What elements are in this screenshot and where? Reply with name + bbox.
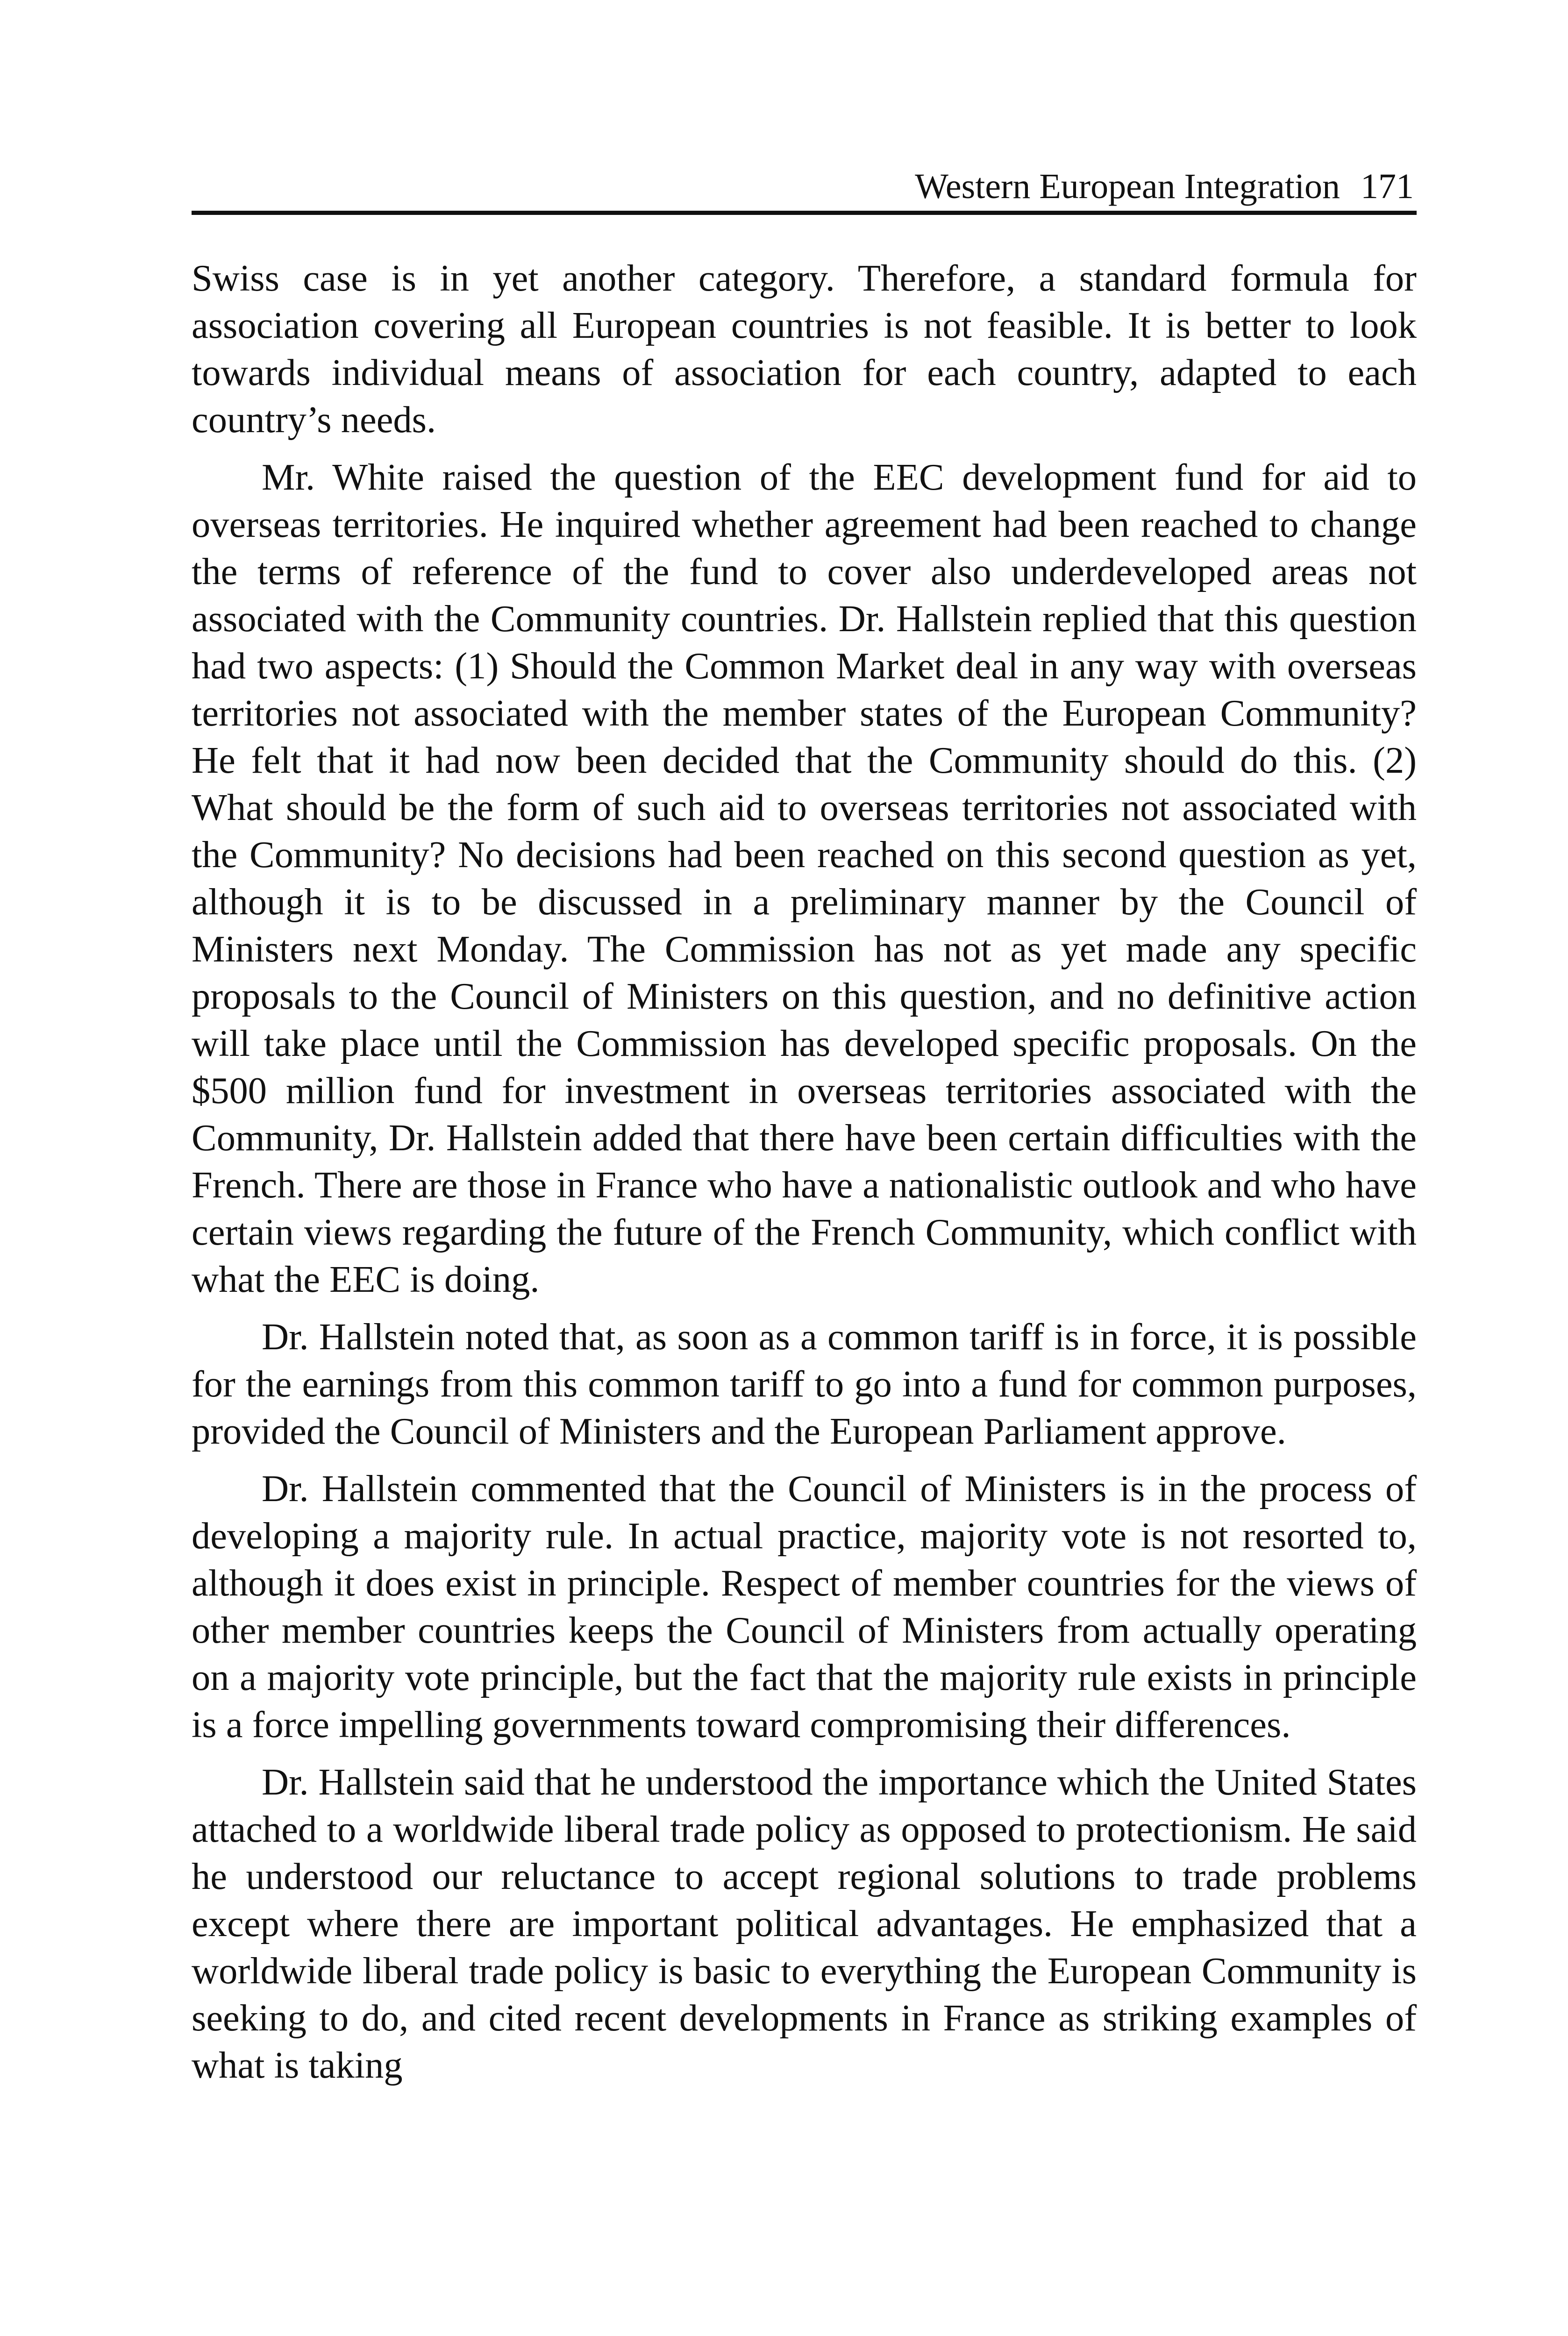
paragraph-liberal-trade-policy: Dr. Hallstein said that he understood the importance which the United States attached to a worldwide liberal trade policy as opposed to protectionism. He said he understood our reluctance to accept regional solutions to trade problems except where there are important political advantages. He emphasized that a worldwide liberal trade policy is basic to everything the European Community is seeking to do, and cited recent developments in France as striking examples of what is taking <box>192 1761 1417 2086</box>
paragraph-swiss-case: Swiss case is in yet another category. Therefore, a standard formula for association covering all European countries is not feasible. It is better to look towards individual means of association for each country, adapted to each country’s needs. <box>192 257 1417 441</box>
paragraph-common-tariff: Dr. Hallstein noted that, as soon as a common tariff is in force, it is possible for the earnings from this common tariff to go into a fund for common purposes, provided the Council of Ministers and the European Parliament approve. <box>192 1316 1417 1452</box>
running-title: Western European Integration <box>915 167 1340 206</box>
body-text <box>192 255 1417 2099</box>
paragraph-eec-development-fund: Mr. White raised the question of the EEC development fund for aid to overseas territories. He inquired whether agreement had been reached to change the terms of reference of the fund to cover also underdeveloped areas not associated with the Community countries. Dr. Hallstein replied that this question had two aspects: (1) Should the Common Market deal in any way with overseas territories not associated with the member states of the European Community? He felt that it had now been decided that the Community should do this. (2) What should be the form of such aid to overseas territories not associated with the Community? No decisions had been reached on this second question as yet, although it is to be discussed in a preliminary manner by the Council of Ministers next Monday. The Commission has not as yet made any specific proposals to the Council of Ministers on this question, and no definitive action will take place until the Commission has developed specific proposals. On the $500 million fund for investment in overseas territories associated with the Community, Dr. Hallstein added that there have been certain difficulties with the French. There are those in France who have a nationalistic outlook and who have certain views regarding the future of the French Community, which conflict with what the EEC is doing. <box>192 456 1417 1300</box>
paragraph-majority-rule: Dr. Hallstein commented that the Council of Ministers is in the process of developing a majority rule. In actual practice, majority vote is not resorted to, although it does exist in principle. Respect of member countries for the views of other member countries keeps the Council of Ministers from actually operating on a majority vote principle, but the fact that the majority rule exists in principle is a force impelling governments toward compromising their differences. <box>192 1468 1417 1745</box>
running-header <box>192 161 1417 215</box>
page-number: 171 <box>1361 167 1414 206</box>
